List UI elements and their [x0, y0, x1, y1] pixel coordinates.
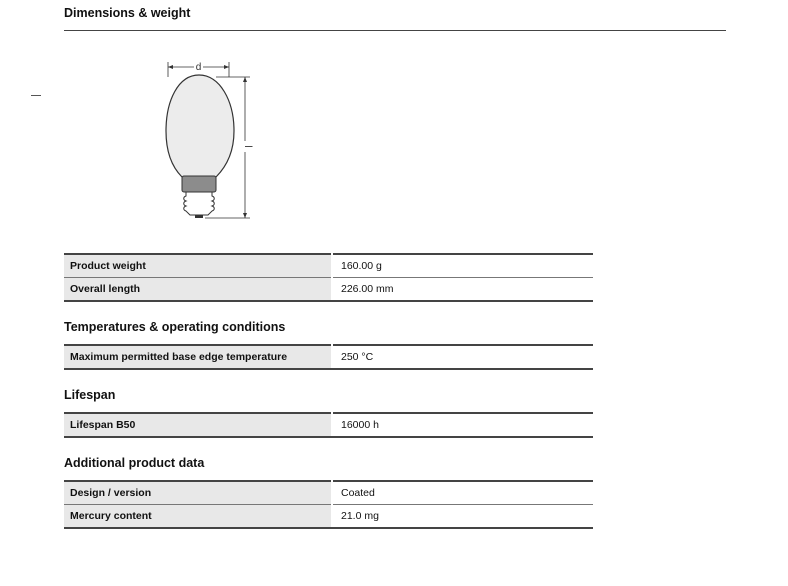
product-weight-value: 160.00 g: [332, 254, 593, 278]
dimensions-table: [64, 253, 593, 302]
design-version-label: Design / version: [64, 481, 332, 505]
base-edge-temperature-value: 250 °C: [332, 345, 593, 369]
table-row: [64, 413, 593, 437]
temperatures-table: [64, 344, 593, 370]
overall-length-label: Overall length: [64, 278, 332, 302]
product-weight-label: Product weight: [64, 254, 332, 278]
dimensions-section-title: Dimensions & weight: [64, 6, 191, 20]
table-row: [64, 254, 593, 278]
overall-length-value: 226.00 mm: [332, 278, 593, 302]
mercury-content-value: 21.0 mg: [332, 505, 593, 529]
d-dimension-label: d: [195, 62, 202, 73]
section-divider: [64, 30, 726, 31]
design-version-value: Coated: [332, 481, 593, 505]
temperatures-section-title: Temperatures & operating conditions: [64, 320, 286, 334]
additional-data-table: [64, 480, 593, 529]
lifespan-b50-value: 16000 h: [332, 413, 593, 437]
lifespan-section-title: Lifespan: [64, 388, 116, 402]
table-row: [64, 345, 593, 369]
base-edge-temperature-label: Maximum permitted base edge temperature: [64, 345, 332, 369]
mercury-content-label: Mercury content: [64, 505, 332, 529]
additional-section-title: Additional product data: [64, 456, 205, 470]
margin-mark: [31, 95, 41, 96]
lifespan-b50-label: Lifespan B50: [64, 413, 332, 437]
table-row: [64, 481, 593, 505]
l-dimension-label: l: [242, 145, 253, 148]
lamp-dimension-diagram: [150, 55, 260, 225]
lifespan-table: [64, 412, 593, 438]
table-row: [64, 505, 593, 529]
table-row: [64, 278, 593, 302]
